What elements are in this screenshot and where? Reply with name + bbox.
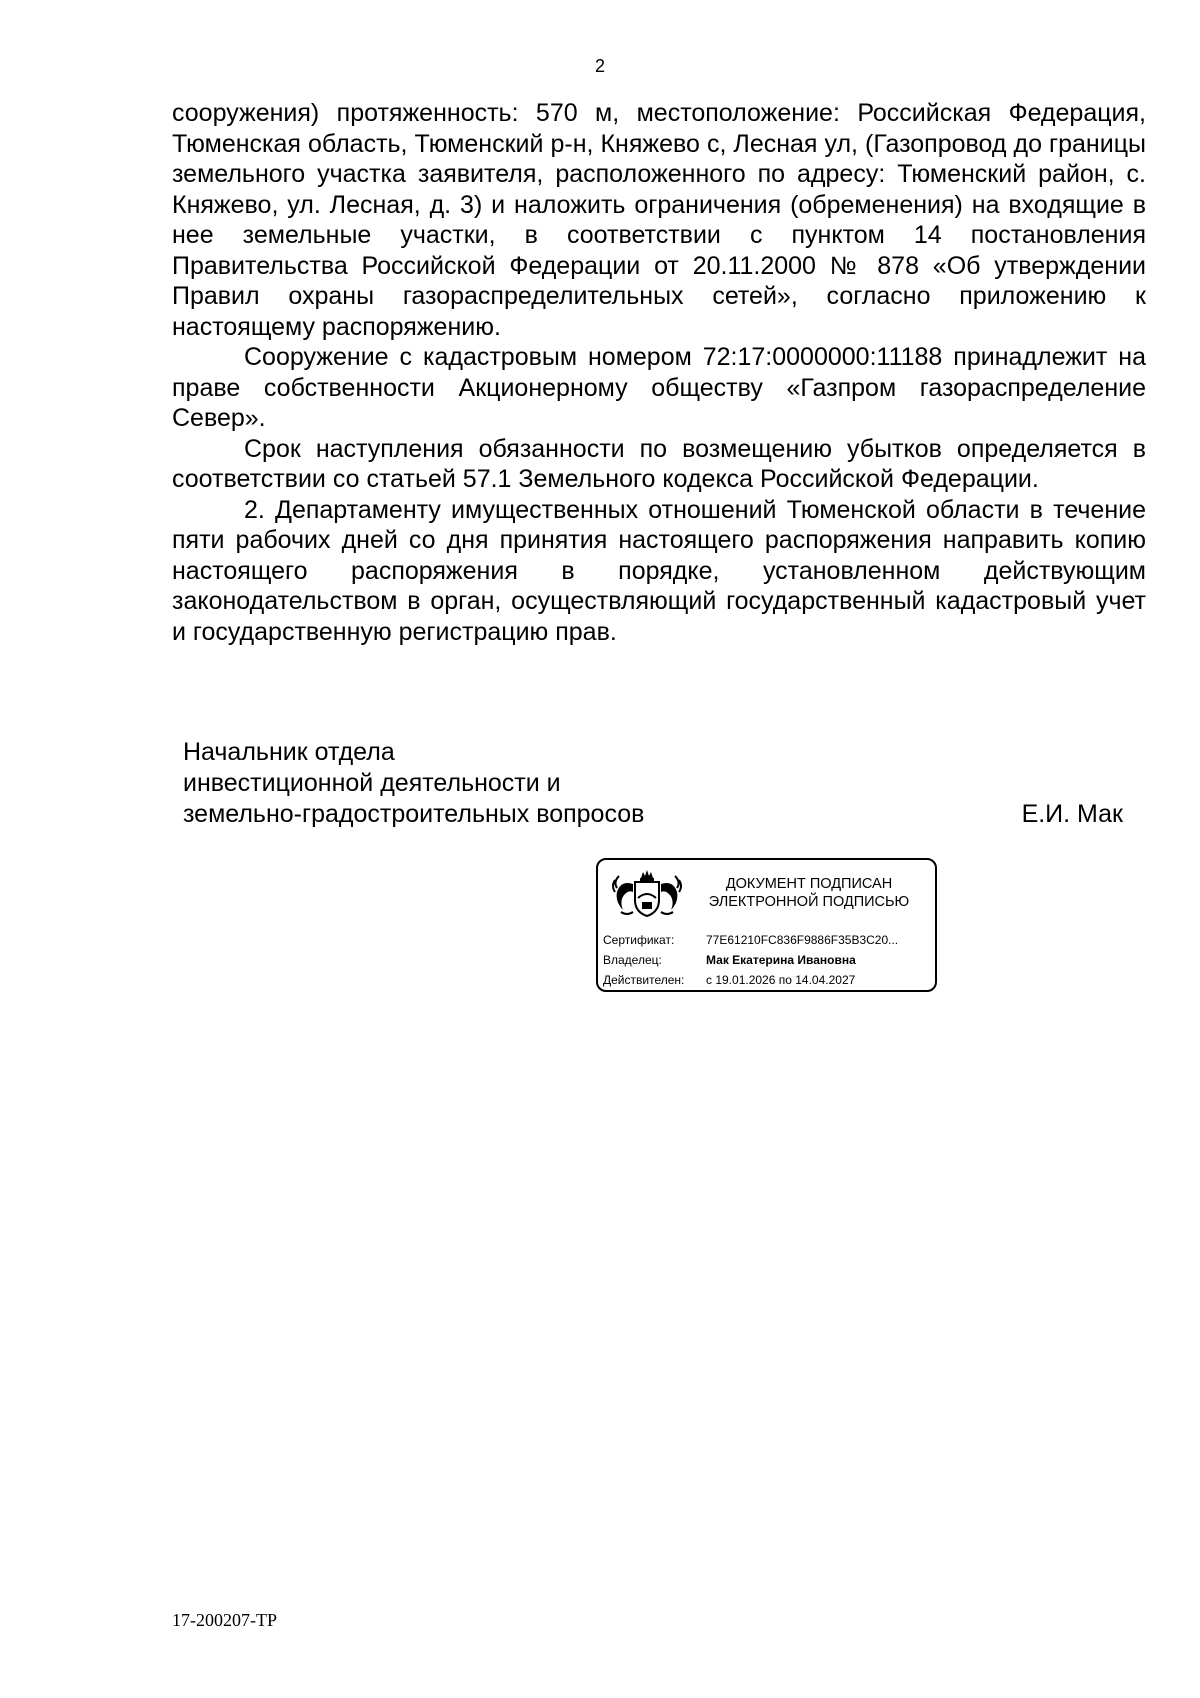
stamp-header — [698, 875, 920, 911]
owner-label: Владелец: — [603, 953, 662, 967]
certificate-value: 77E61210FC836F9886F35B3C20... — [706, 933, 899, 947]
page-number: 2 — [594, 56, 605, 76]
stamp-details — [603, 930, 898, 990]
stamp-row-owner — [603, 950, 898, 970]
stamp-row-validity — [603, 970, 898, 990]
paragraph-structure-description: сооружения) протяженность: 570 м, местоположение: Российская Федерация, Тюменская область, Тюменский р-н, Княжево с, Лесная ул, (Газопровод до границы земельного участка заявителя, расположенного по адресу: Тюменский район, с. Княжево, ул. Лесная, д. 3) и наложить ограничения (обременения) на входящие в нее земельные участки, в соответствии с пунктом 14 постановления Правительства Российской Федерации от 20.11.2000 № 878 «Об утверждении Правил охраны газораспределительных сетей», согласно приложению к настоящему распоряжению. — [172, 99, 1146, 341]
owner-value: Мак Екатерина Ивановна — [706, 953, 856, 967]
position-line-2: инвестиционной деятельности и — [183, 769, 561, 797]
position-line-1: Начальник отдела — [183, 738, 395, 766]
signer-name: Е.И. Мак — [1021, 800, 1123, 828]
stamp-header-line-2: ЭЛЕКТРОННОЙ ПОДПИСЬЮ — [708, 894, 910, 910]
certificate-label: Сертификат: — [603, 933, 675, 947]
valid-label: Действителен: — [603, 973, 685, 987]
tyumen-coat-of-arms-icon — [607, 868, 687, 918]
signatory-position — [183, 737, 644, 830]
valid-value: с 19.01.2026 по 14.04.2027 — [706, 973, 856, 987]
paragraph-compensation-term: Срок наступления обязанности по возмещению убытков определяется в соответствии со статьей 57.1 Земельного кодекса Российской Федерации. — [172, 434, 1146, 493]
stamp-row-certificate — [603, 930, 898, 950]
electronic-signature-stamp — [596, 858, 937, 992]
document-code: 17-200207-ТР — [172, 1610, 277, 1630]
position-line-3: земельно-градостроительных вопросов — [183, 800, 645, 828]
paragraph-ownership: Сооружение с кадастровым номером 72:17:0000000:11188 принадлежит на праве собственности Акционерному обществу «Газпром газораспределение Север». — [172, 343, 1146, 432]
stamp-header-line-1: ДОКУМЕНТ ПОДПИСАН — [725, 876, 893, 892]
paragraph-clause-2: 2. Департаменту имущественных отношений Тюменской области в течение пяти рабочих дней со дня принятия настоящего распоряжения направить копию настоящего распоряжения в порядке, установленном действующим законодательством в орган, осуществляющий государственный кадастровый учет и государственную регистрацию прав. — [172, 495, 1146, 646]
document-body — [172, 98, 1146, 647]
